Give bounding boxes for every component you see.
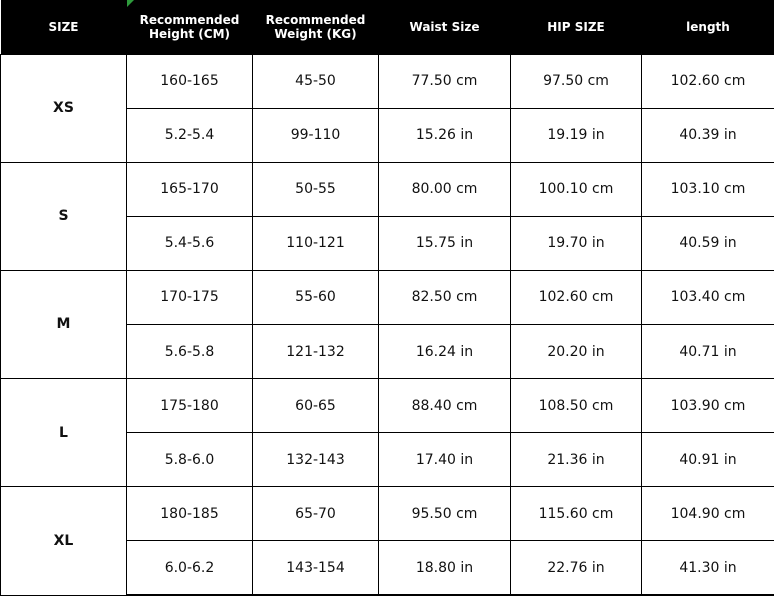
size-label: L xyxy=(1,379,127,487)
weight-kg-cell: 55-60 xyxy=(253,270,379,324)
waist-cm-cell: 80.00 cm xyxy=(379,162,511,216)
waist-in-cell: 17.40 in xyxy=(379,433,511,487)
hip-cm-cell: 115.60 cm xyxy=(511,487,642,541)
hip-cm-cell: 100.10 cm xyxy=(511,162,642,216)
hip-cm-cell: 97.50 cm xyxy=(511,54,642,108)
size-label: XL xyxy=(1,487,127,595)
waist-in-cell: 16.24 in xyxy=(379,324,511,378)
waist-cm-cell: 88.40 cm xyxy=(379,379,511,433)
length-cm-cell: 103.40 cm xyxy=(642,270,774,324)
waist-in-cell: 15.26 in xyxy=(379,108,511,162)
height-cm-cell: 170-175 xyxy=(127,270,253,324)
weight-lb-cell: 99-110 xyxy=(253,108,379,162)
waist-in-cell: 15.75 in xyxy=(379,216,511,270)
length-in-cell: 41.30 in xyxy=(642,541,774,595)
hip-in-cell: 19.19 in xyxy=(511,108,642,162)
length-in-cell: 40.91 in xyxy=(642,433,774,487)
height-ft-cell: 6.0-6.2 xyxy=(127,541,253,595)
waist-in-cell: 18.80 in xyxy=(379,541,511,595)
header-recommended-weight: Recommended Weight (KG) xyxy=(253,0,379,54)
table-body xyxy=(1,54,774,595)
header-length: length xyxy=(642,0,774,54)
weight-kg-cell: 60-65 xyxy=(253,379,379,433)
table-row xyxy=(1,270,774,324)
header-size: SIZE xyxy=(1,0,127,54)
corner-marker xyxy=(127,0,134,7)
height-ft-cell: 5.4-5.6 xyxy=(127,216,253,270)
length-in-cell: 40.59 in xyxy=(642,216,774,270)
header-recommended-height xyxy=(127,0,253,54)
length-cm-cell: 104.90 cm xyxy=(642,487,774,541)
table-row xyxy=(1,54,774,108)
weight-kg-cell: 50-55 xyxy=(253,162,379,216)
weight-lb-cell: 143-154 xyxy=(253,541,379,595)
hip-cm-cell: 108.50 cm xyxy=(511,379,642,433)
header-waist-size: Waist Size xyxy=(379,0,511,54)
length-cm-cell: 103.10 cm xyxy=(642,162,774,216)
table-row xyxy=(1,487,774,541)
length-in-cell: 40.71 in xyxy=(642,324,774,378)
table-row xyxy=(1,379,774,433)
height-cm-cell: 160-165 xyxy=(127,54,253,108)
height-ft-cell: 5.2-5.4 xyxy=(127,108,253,162)
height-ft-cell: 5.8-6.0 xyxy=(127,433,253,487)
weight-lb-cell: 121-132 xyxy=(253,324,379,378)
length-cm-cell: 103.90 cm xyxy=(642,379,774,433)
table-header xyxy=(1,0,774,54)
waist-cm-cell: 82.50 cm xyxy=(379,270,511,324)
size-label: S xyxy=(1,162,127,270)
hip-cm-cell: 102.60 cm xyxy=(511,270,642,324)
hip-in-cell: 21.36 in xyxy=(511,433,642,487)
size-label: XS xyxy=(1,54,127,162)
header-recommended-height-label: Recommended Height (CM) xyxy=(139,12,240,41)
weight-lb-cell: 110-121 xyxy=(253,216,379,270)
height-ft-cell: 5.6-5.8 xyxy=(127,324,253,378)
waist-cm-cell: 77.50 cm xyxy=(379,54,511,108)
hip-in-cell: 19.70 in xyxy=(511,216,642,270)
waist-cm-cell: 95.50 cm xyxy=(379,487,511,541)
weight-kg-cell: 45-50 xyxy=(253,54,379,108)
weight-kg-cell: 65-70 xyxy=(253,487,379,541)
length-cm-cell: 102.60 cm xyxy=(642,54,774,108)
table-row xyxy=(1,162,774,216)
weight-lb-cell: 132-143 xyxy=(253,433,379,487)
height-cm-cell: 165-170 xyxy=(127,162,253,216)
size-label: M xyxy=(1,270,127,378)
header-hip-size: HIP SIZE xyxy=(511,0,642,54)
height-cm-cell: 180-185 xyxy=(127,487,253,541)
length-in-cell: 40.39 in xyxy=(642,108,774,162)
hip-in-cell: 20.20 in xyxy=(511,324,642,378)
header-row xyxy=(1,0,774,54)
height-cm-cell: 175-180 xyxy=(127,379,253,433)
hip-in-cell: 22.76 in xyxy=(511,541,642,595)
